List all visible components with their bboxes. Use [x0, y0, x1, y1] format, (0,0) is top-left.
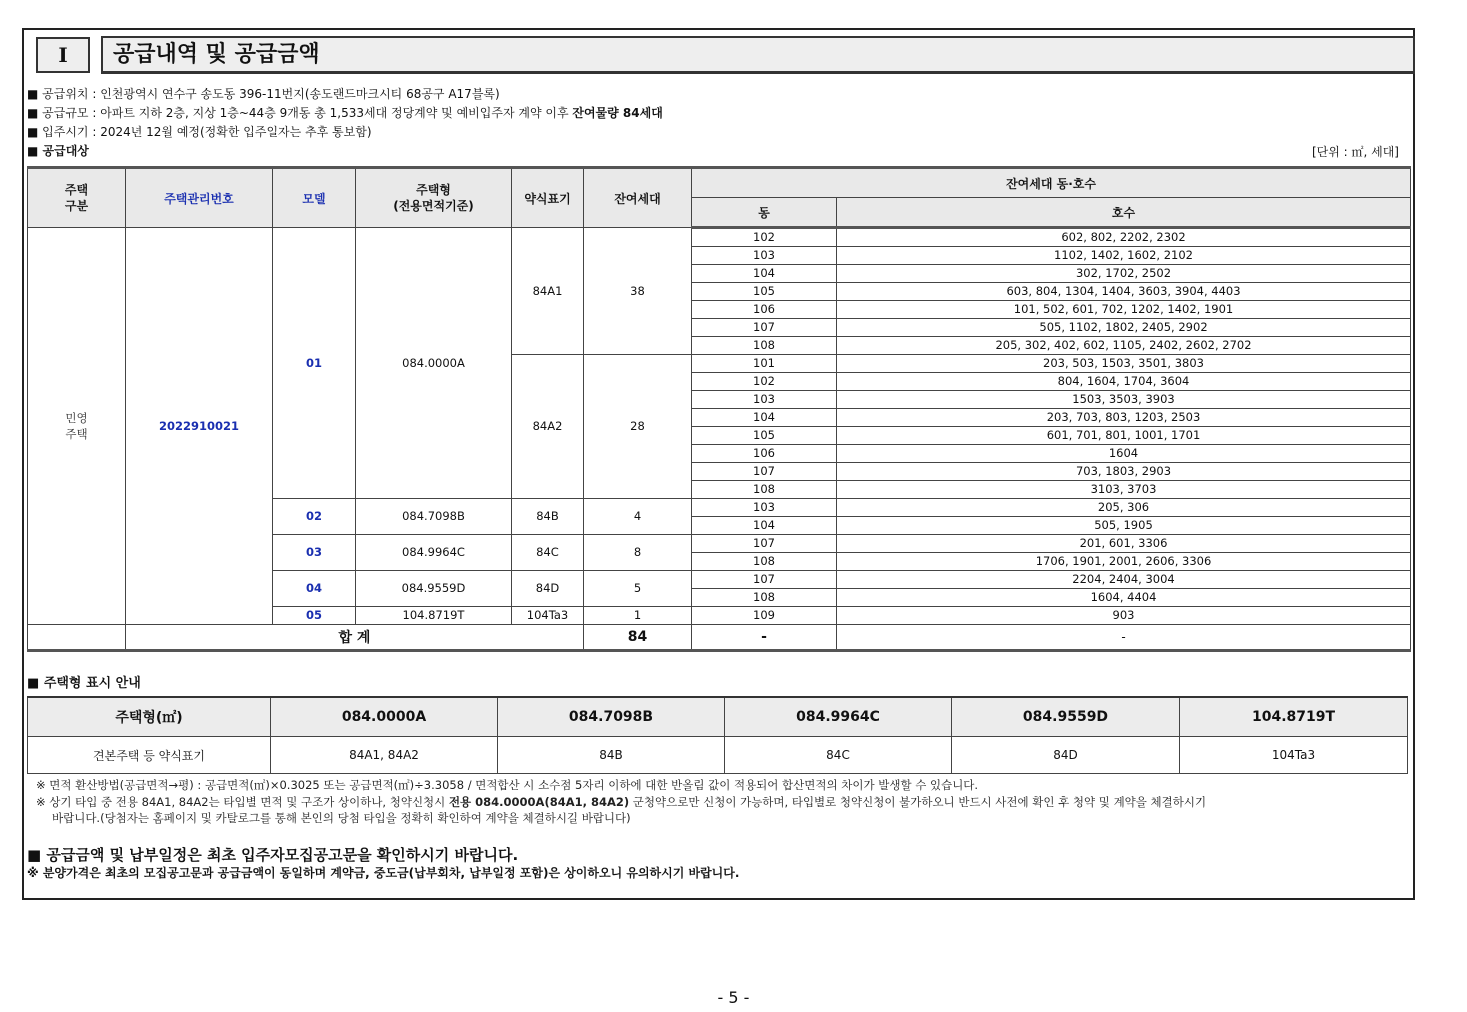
ho-cell: 302, 1702, 2502 — [837, 265, 1411, 283]
notice-sale-price: ※ 분양가격은 최초의 모집공고문과 공급금액이 동일하며 계약금, 중도금(납부회차, 납부일정 포함)은 상이하오니 유의하시기 바랍니다. — [27, 866, 740, 880]
remaining-count-cell: 5 — [584, 571, 692, 607]
dong-cell: 105 — [692, 427, 837, 445]
type-guide-row-label: 견본주택 등 약식표기 — [28, 737, 271, 774]
dong-cell: 107 — [692, 319, 837, 337]
dong-cell: 107 — [692, 463, 837, 481]
housing-type-cell: 084.9964C — [356, 535, 512, 571]
housing-class-cell: 민영 주택 — [28, 228, 126, 625]
note-area-conversion: ※ 면적 환산방법(공급면적→평) : 공급면적(㎡)×0.3025 또는 공급면적(㎡)÷3.3058 / 면적합산 시 소수점 5자리 이하에 대한 반올림 값이 적용되어 합산면적의 차이가 발생할 수 있습니다. — [36, 778, 979, 792]
ho-cell: 903 — [837, 607, 1411, 625]
dong-cell: 108 — [692, 553, 837, 571]
header-model: 모델 — [273, 168, 356, 228]
header-remaining-units: 잔여세대 동·호수 — [692, 168, 1411, 198]
dong-cell: 108 — [692, 481, 837, 499]
housing-type-cell: 084.9559D — [356, 571, 512, 607]
table-row — [28, 228, 1411, 247]
header-housing-type: 주택형 (전용면적기준) — [356, 168, 512, 228]
total-count: 84 — [584, 625, 692, 651]
header-mgmt-no: 주택관리번호 — [126, 168, 273, 228]
type-guide-abbr: 84A1, 84A2 — [271, 737, 498, 774]
supply-table — [27, 166, 1411, 652]
remaining-count-cell: 8 — [584, 535, 692, 571]
abbr-cell: 84D — [512, 571, 584, 607]
ho-cell: 804, 1604, 1704, 3604 — [837, 373, 1411, 391]
info-line-move-in: ■ 입주시기 : 2024년 12월 예정(정확한 입주일자는 추후 통보함) — [27, 125, 372, 139]
ho-cell: 505, 1102, 1802, 2405, 2902 — [837, 319, 1411, 337]
abbr-cell: 84A1 — [512, 228, 584, 355]
ho-cell: 703, 1803, 2903 — [837, 463, 1411, 481]
mgmt-number-cell: 2022910021 — [126, 228, 273, 625]
total-ho: - — [837, 625, 1411, 651]
ho-cell: 205, 306 — [837, 499, 1411, 517]
ho-cell: 201, 601, 3306 — [837, 535, 1411, 553]
dong-cell: 106 — [692, 301, 837, 319]
dong-cell: 102 — [692, 373, 837, 391]
ho-cell: 603, 804, 1304, 1404, 3603, 3904, 4403 — [837, 283, 1411, 301]
remaining-count-cell: 38 — [584, 228, 692, 355]
header-ho: 호수 — [837, 198, 1411, 228]
dong-cell: 106 — [692, 445, 837, 463]
info-line-target: ■ 공급대상 — [27, 144, 89, 158]
total-dong: - — [692, 625, 837, 651]
dong-cell: 101 — [692, 355, 837, 373]
type-guide-type: 084.9964C — [725, 697, 952, 737]
ho-cell: 601, 701, 801, 1001, 1701 — [837, 427, 1411, 445]
remaining-count-cell: 28 — [584, 355, 692, 499]
type-guide-abbr: 84C — [725, 737, 952, 774]
dong-cell: 109 — [692, 607, 837, 625]
note-type-application: ※ 상기 타입 중 전용 84A1, 84A2는 타입별 면적 및 구조가 상이하나, 청약신청시 전용 084.0000A(84A1, 84A2) 군청약으로만 신청이 가능하며, 타입별로 청약신청이 불가하오니 반드시 사전에 확인 후 청약 및 계약을 체결하시기 — [36, 795, 1207, 809]
type-guide-abbr: 84D — [952, 737, 1180, 774]
dong-cell: 103 — [692, 499, 837, 517]
abbr-cell: 84B — [512, 499, 584, 535]
total-blank — [28, 625, 126, 651]
ho-cell: 203, 703, 803, 1203, 2503 — [837, 409, 1411, 427]
type-guide-header-label: 주택형(㎡) — [28, 697, 271, 737]
ho-cell: 602, 802, 2202, 2302 — [837, 228, 1411, 247]
housing-type-cell: 084.7098B — [356, 499, 512, 535]
dong-cell: 105 — [692, 283, 837, 301]
type-guide-type: 084.9559D — [952, 697, 1180, 737]
ho-cell: 203, 503, 1503, 3501, 3803 — [837, 355, 1411, 373]
ho-cell: 1604 — [837, 445, 1411, 463]
info-line-scale: ■ 공급규모 : 아파트 지하 2층, 지상 1층~44층 9개동 총 1,533세대 정당계약 및 예비입주자 계약 이후 잔여물량 84세대 — [27, 106, 663, 120]
dong-cell: 103 — [692, 391, 837, 409]
dong-cell: 104 — [692, 265, 837, 283]
ho-cell: 2204, 2404, 3004 — [837, 571, 1411, 589]
abbr-cell: 84A2 — [512, 355, 584, 499]
model-cell: 02 — [273, 499, 356, 535]
housing-type-cell: 084.0000A — [356, 228, 512, 499]
section-number: I — [36, 37, 90, 73]
dong-cell: 104 — [692, 409, 837, 427]
dong-cell: 104 — [692, 517, 837, 535]
notice-supply-price: ■ 공급금액 및 납부일정은 최초 입주자모집공고문을 확인하시기 바랍니다. — [27, 846, 519, 864]
dong-cell: 107 — [692, 571, 837, 589]
total-label: 합 계 — [126, 625, 584, 651]
type-guide-title: ■ 주택형 표시 안내 — [27, 676, 141, 691]
model-cell: 03 — [273, 535, 356, 571]
model-cell: 04 — [273, 571, 356, 607]
remaining-count-cell: 4 — [584, 499, 692, 535]
info-line-location: ■ 공급위치 : 인천광역시 연수구 송도동 396-11번지(송도랜드마크시티 68공구 A17블록) — [27, 87, 500, 101]
dong-cell: 108 — [692, 589, 837, 607]
remaining-count-cell: 1 — [584, 607, 692, 625]
dong-cell: 107 — [692, 535, 837, 553]
type-guide-abbr: 84B — [498, 737, 725, 774]
model-cell: 01 — [273, 228, 356, 499]
model-cell: 05 — [273, 607, 356, 625]
type-guide-table — [27, 696, 1408, 774]
type-guide-type: 084.7098B — [498, 697, 725, 737]
section-title: 공급내역 및 공급금액 — [101, 36, 1415, 74]
ho-cell: 101, 502, 601, 702, 1202, 1402, 1901 — [837, 301, 1411, 319]
abbr-cell: 84C — [512, 535, 584, 571]
ho-cell: 1503, 3503, 3903 — [837, 391, 1411, 409]
header-remaining: 잔여세대 — [584, 168, 692, 228]
header-housing-class: 주택 구분 — [28, 168, 126, 228]
header-dong: 동 — [692, 198, 837, 228]
header-abbr: 약식표기 — [512, 168, 584, 228]
ho-cell: 1102, 1402, 1602, 2102 — [837, 247, 1411, 265]
ho-cell: 205, 302, 402, 602, 1105, 2402, 2602, 2702 — [837, 337, 1411, 355]
abbr-cell: 104Ta3 — [512, 607, 584, 625]
type-guide-type: 084.0000A — [271, 697, 498, 737]
page-number: - 5 - — [717, 988, 750, 1007]
dong-cell: 103 — [692, 247, 837, 265]
ho-cell: 1604, 4404 — [837, 589, 1411, 607]
note-type-application-cont: 바랍니다.(당첨자는 홈페이지 및 카탈로그를 통해 본인의 당첨 타입을 정확히 확인하여 계약을 체결하시길 바랍니다) — [52, 811, 631, 825]
ho-cell: 3103, 3703 — [837, 481, 1411, 499]
ho-cell: 505, 1905 — [837, 517, 1411, 535]
dong-cell: 108 — [692, 337, 837, 355]
type-guide-type: 104.8719T — [1180, 697, 1408, 737]
dong-cell: 102 — [692, 228, 837, 247]
unit-label: [단위 : ㎡, 세대] — [1311, 145, 1399, 159]
ho-cell: 1706, 1901, 2001, 2606, 3306 — [837, 553, 1411, 571]
type-guide-abbr: 104Ta3 — [1180, 737, 1408, 774]
housing-type-cell: 104.8719T — [356, 607, 512, 625]
